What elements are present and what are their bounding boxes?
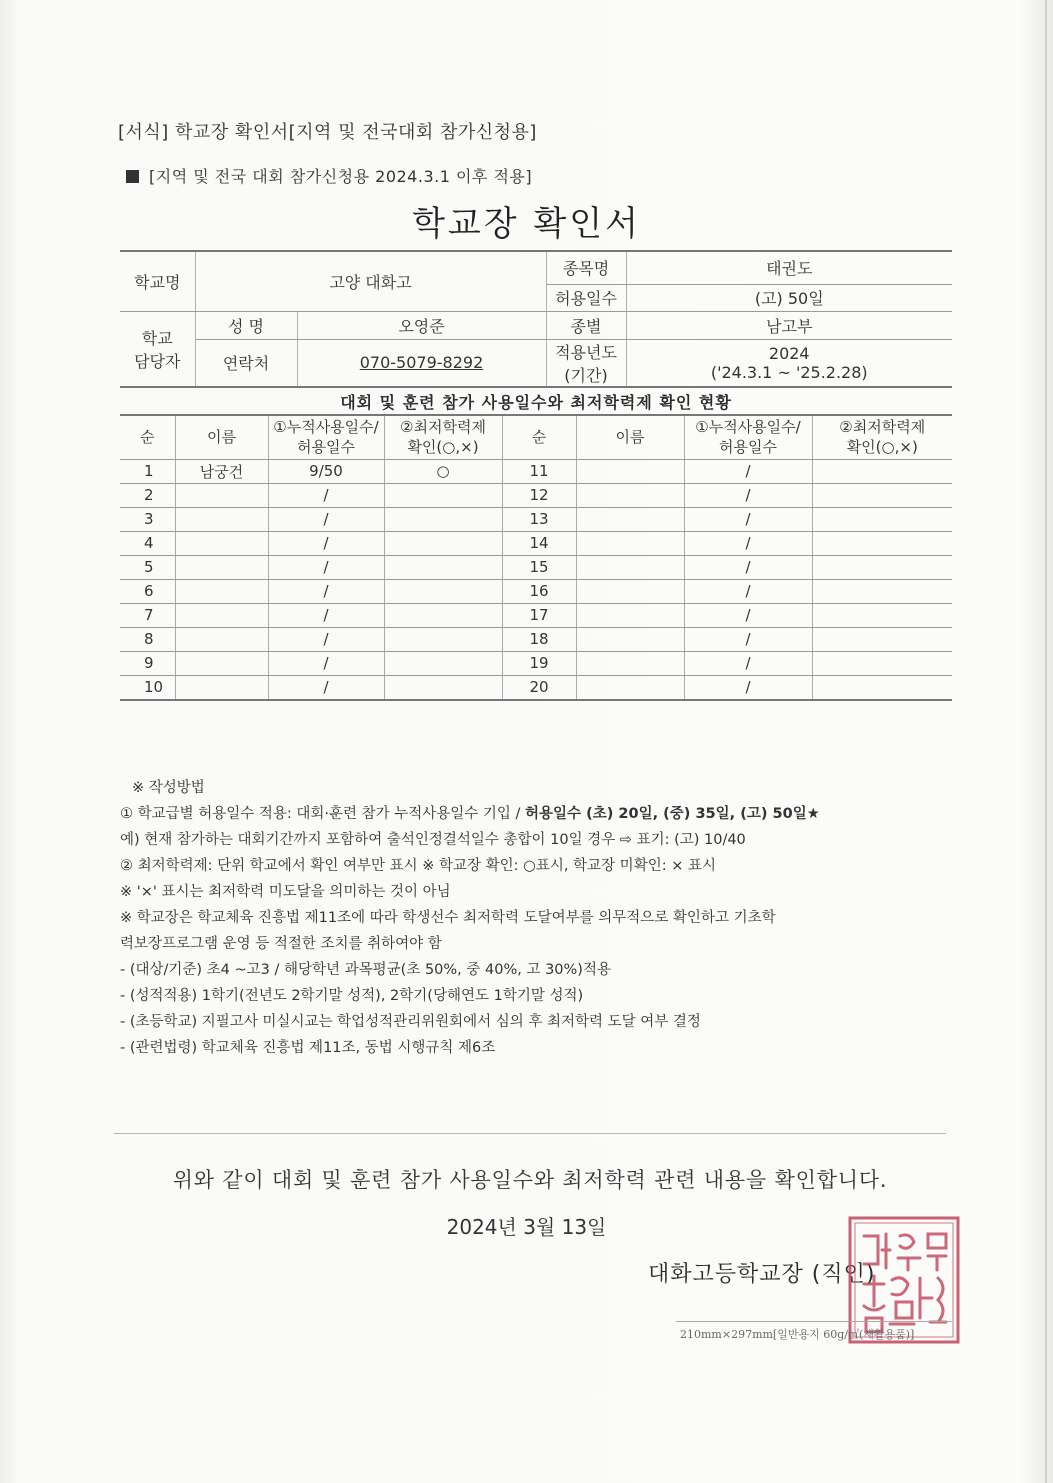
row-check: [812, 579, 952, 603]
section-title: 대회 및 훈련 참가 사용일수와 최저학력제 확인 현황: [340, 393, 732, 412]
row-check: [812, 507, 952, 531]
name-value: 오영준: [297, 311, 546, 339]
event-value: 태권도: [626, 251, 952, 284]
contact-number: 070-5079-8292: [359, 353, 484, 372]
event-label: 종목명: [546, 251, 626, 284]
row-days: /: [684, 651, 812, 675]
manager-label: [120, 311, 195, 387]
col-no-left: 순: [120, 415, 175, 459]
row-days: /: [684, 555, 812, 579]
subtitle-text: [지역 및 전국 대회 참가신청용 2024.3.1 이후 적용]: [149, 167, 533, 186]
row-no: 2: [120, 483, 175, 507]
row-no: 18: [502, 627, 576, 651]
col-name-right: 이름: [576, 415, 684, 459]
row-days: /: [268, 627, 384, 651]
col-check-line2: 확인(○,×): [407, 438, 479, 457]
row-check: [384, 651, 502, 675]
row-name: [576, 459, 684, 483]
row-check: [384, 579, 502, 603]
row-name: [576, 651, 684, 675]
row-check: [384, 483, 502, 507]
row-check: ○: [384, 459, 502, 483]
row-check: [812, 603, 952, 627]
row-no: 11: [502, 459, 576, 483]
table-row: [120, 675, 952, 700]
row-check: [812, 459, 952, 483]
row-no: 16: [502, 579, 576, 603]
row-name: [175, 507, 268, 531]
row-days: /: [268, 651, 384, 675]
year-label-line2: (기간): [564, 365, 608, 385]
row-name: [576, 531, 684, 555]
row-name: [175, 675, 268, 700]
row-days: /: [268, 483, 384, 507]
row-check: [812, 555, 952, 579]
row-name: [175, 555, 268, 579]
row-no: 19: [502, 651, 576, 675]
row-name: 남궁건: [175, 459, 268, 483]
contact-label: 연락처: [195, 339, 297, 387]
year-label: [546, 339, 626, 387]
note-6: 력보장프로그램 운영 등 적절한 조치를 취하여야 함: [120, 936, 442, 952]
year-value-line1: 2024: [768, 343, 810, 363]
row-no: 6: [120, 579, 175, 603]
row-no: 8: [120, 627, 175, 651]
col-check-line2: 확인(○,×): [846, 438, 918, 457]
row-check: [812, 651, 952, 675]
note-8: - (성적적용) 1학기(전년도 2학기말 성적), 2학기(당해연도 1학기말 성적): [120, 988, 584, 1004]
row-name: [576, 555, 684, 579]
instructions: [120, 775, 820, 1061]
row-name: [576, 507, 684, 531]
manager-label-line2: 담당자: [134, 351, 181, 371]
footer-rule: [676, 1321, 952, 1322]
note-7: - (대상/기준) 초4 ~고3 / 해당학년 과목평균(초 50%, 중 40%, 고 30%)적용: [120, 962, 611, 978]
note-line: [120, 801, 820, 827]
row-no: 14: [502, 531, 576, 555]
row-name: [576, 675, 684, 700]
school-value: 고양 대화고: [195, 251, 546, 311]
col-check-line1: ②최저학력제: [400, 418, 486, 437]
note-10: - (관련법령) 학교체육 진흥법 제11조, 동법 시행규칙 제6조: [120, 1040, 496, 1056]
division-label: 종별: [546, 311, 626, 339]
row-check: [812, 531, 952, 555]
row-no: 10: [120, 675, 175, 700]
info-table: [120, 250, 952, 388]
confirmation-statement: 위와 같이 대회 및 훈련 참가 사용일수와 최저학력 관련 내용을 확인합니다.: [172, 1168, 888, 1192]
year-label-line1: 적용년도: [555, 342, 617, 362]
row-check: [384, 531, 502, 555]
allowed-days-label: 허용일수: [546, 284, 626, 311]
row-days: /: [684, 603, 812, 627]
usage-table: [120, 414, 952, 701]
row-check: [384, 555, 502, 579]
divider: [114, 1133, 946, 1134]
table-row: [120, 531, 952, 555]
row-name: [175, 579, 268, 603]
row-days: /: [268, 675, 384, 700]
row-check: [384, 675, 502, 700]
manager-label-line1: 학교: [141, 328, 173, 348]
row-no: 1: [120, 459, 175, 483]
row-no: 9: [120, 651, 175, 675]
row-no: 17: [502, 603, 576, 627]
note-4: ※ '×' 표시는 최저학력 미도달을 의미하는 것이 아님: [120, 884, 451, 900]
row-days: /: [268, 579, 384, 603]
square-bullet-icon: [126, 170, 139, 183]
note-2: 예) 현재 참가하는 대회기간까지 포함하여 출석인정결석일수 총합이 10일 경우 ⇨ 표기: (고) 10/40: [120, 832, 746, 848]
col-days-line1: ①누적사용일수/: [273, 418, 379, 437]
row-days: 9/50: [268, 459, 384, 483]
row-no: 4: [120, 531, 175, 555]
col-no-right: 순: [502, 415, 576, 459]
note-9: - (초등학교) 지필고사 미실시교는 학업성적관리위원회에서 심의 후 최저학력 도달 여부 결정: [120, 1014, 701, 1030]
table-row: [120, 627, 952, 651]
row-check: [384, 603, 502, 627]
row-days: /: [684, 459, 812, 483]
row-days: /: [684, 531, 812, 555]
row-days: /: [684, 627, 812, 651]
year-value: [626, 339, 952, 387]
year-value-line2: ('24.3.1 ~ '25.2.28): [710, 362, 868, 382]
row-check: [812, 627, 952, 651]
table-row: [120, 579, 952, 603]
row-check: [812, 483, 952, 507]
row-days: /: [684, 579, 812, 603]
row-no: 7: [120, 603, 175, 627]
col-check-left: [384, 415, 502, 459]
page-title: 학교장 확인서: [412, 204, 641, 244]
row-name: [576, 483, 684, 507]
row-name: [175, 483, 268, 507]
division-value: 남고부: [626, 311, 952, 339]
row-check: [384, 627, 502, 651]
row-no: 3: [120, 507, 175, 531]
table-row: [120, 459, 952, 483]
row-no: 15: [502, 555, 576, 579]
col-days-line2: 허용일수: [719, 438, 777, 457]
row-days: /: [684, 675, 812, 700]
col-days-line2: 허용일수: [297, 438, 355, 457]
row-no: 20: [502, 675, 576, 700]
allowed-days-value: (고) 50일: [626, 284, 952, 311]
note-1b: 허용일수 (초) 20일, (중) 35일, (고) 50일★: [525, 806, 820, 822]
row-name: [175, 651, 268, 675]
school-label: 학교명: [120, 251, 195, 311]
col-check-line1: ②최저학력제: [839, 418, 926, 437]
subtitle: [126, 164, 532, 187]
col-days-line1: ①누적사용일수/: [695, 418, 801, 437]
row-days: /: [268, 507, 384, 531]
row-no: 13: [502, 507, 576, 531]
row-no: 5: [120, 555, 175, 579]
note-3: ② 최저학력제: 단위 학교에서 확인 여부만 표시 ※ 학교장 확인: ○표시, 학교장 미확인: × 표시: [120, 858, 716, 874]
row-days: /: [268, 531, 384, 555]
form-label: [서식] 학교장 확인서[지역 및 전국대회 참가신청용]: [118, 122, 537, 143]
notes-heading: ※ 작성방법: [132, 780, 205, 796]
contact-value: [297, 339, 546, 387]
row-days: /: [684, 507, 812, 531]
col-days-right: [684, 415, 812, 459]
table-row: [120, 651, 952, 675]
col-check-right: [812, 415, 952, 459]
table-row: [120, 603, 952, 627]
name-label: 성 명: [195, 311, 297, 339]
row-check: [812, 675, 952, 700]
table-row: [120, 507, 952, 531]
row-days: /: [684, 483, 812, 507]
row-name: [175, 603, 268, 627]
row-name: [576, 603, 684, 627]
issue-date: 2024년 3월 13일: [446, 1215, 607, 1239]
row-name: [175, 627, 268, 651]
row-check: [384, 507, 502, 531]
row-name: [175, 531, 268, 555]
table-row: [120, 555, 952, 579]
row-name: [576, 579, 684, 603]
table-row: [120, 483, 952, 507]
paper-spec-footer: 210mm×297mm[일반용지 60g/㎡(재활용품)]: [680, 1328, 915, 1341]
col-days-left: [268, 415, 384, 459]
principal-signature: 대화고등학교장 (직인): [648, 1262, 876, 1287]
col-name-left: 이름: [175, 415, 268, 459]
note-5: ※ 학교장은 학교체육 진흥법 제11조에 따라 학생선수 최저학력 도달여부를 의무적으로 확인하고 기초학: [120, 910, 776, 926]
row-days: /: [268, 555, 384, 579]
row-no: 12: [502, 483, 576, 507]
note-1a: ① 학교급별 허용일수 적용: 대회·훈련 참가 누적사용일수 기입 /: [120, 806, 526, 822]
row-days: /: [268, 603, 384, 627]
row-name: [576, 627, 684, 651]
